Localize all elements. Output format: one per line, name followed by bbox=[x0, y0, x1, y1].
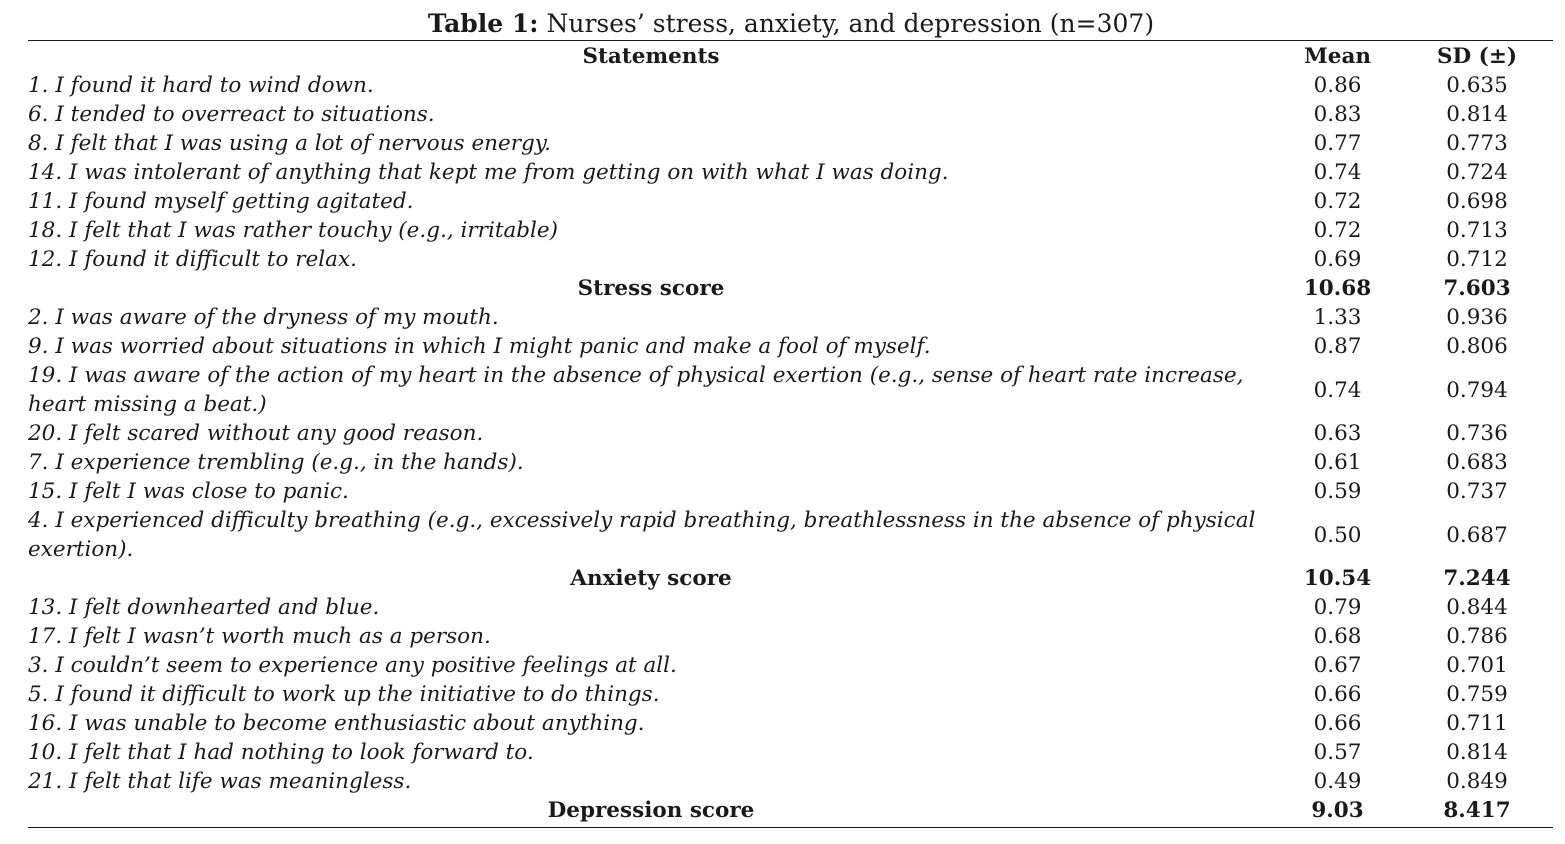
table-row bbox=[28, 419, 1553, 448]
mean-cell: 0.72 bbox=[1313, 189, 1362, 214]
table-row bbox=[28, 448, 1553, 477]
sd-cell: 0.687 bbox=[1446, 522, 1508, 548]
table-row bbox=[28, 506, 1553, 564]
mean-cell: 0.74 bbox=[1313, 160, 1362, 185]
mean-cell: 0.86 bbox=[1313, 73, 1362, 98]
statement-cell: 18. I felt that I was rather touchy (e.g., irritable) bbox=[28, 218, 559, 243]
table-body bbox=[28, 71, 1553, 825]
mean-cell: 10.54 bbox=[1303, 566, 1372, 591]
sd-cell: 0.844 bbox=[1446, 595, 1508, 620]
statement-cell: 1. I found it hard to wind down. bbox=[28, 73, 374, 98]
table-row bbox=[28, 158, 1553, 187]
table-row bbox=[28, 651, 1553, 680]
mean-cell: 0.59 bbox=[1313, 479, 1362, 504]
sd-cell: 0.806 bbox=[1446, 334, 1508, 359]
statement-cell: Stress score bbox=[577, 276, 725, 301]
table-row bbox=[28, 477, 1553, 506]
mean-cell: 9.03 bbox=[1311, 798, 1364, 823]
sd-cell: 0.635 bbox=[1446, 73, 1508, 98]
statement-cell: 5. I found it difficult to work up the initiative to do things. bbox=[28, 682, 660, 707]
table-caption bbox=[0, 6, 1565, 42]
table-bottom-rule bbox=[28, 827, 1553, 828]
sd-cell: 0.849 bbox=[1446, 769, 1508, 794]
statement-cell: Anxiety score bbox=[570, 566, 732, 591]
score-row bbox=[28, 564, 1553, 593]
sd-cell: 0.759 bbox=[1446, 682, 1508, 707]
table-row bbox=[28, 738, 1553, 767]
statement-cell: Depression score bbox=[547, 798, 755, 823]
statement-cell: 8. I felt that I was using a lot of nervous energy. bbox=[28, 131, 551, 156]
score-row bbox=[28, 796, 1553, 825]
statement-cell: 14. I was intolerant of anything that kept me from getting on with what I was doing. bbox=[28, 160, 949, 185]
mean-cell: 0.68 bbox=[1313, 624, 1362, 649]
mean-cell: 0.87 bbox=[1313, 334, 1362, 359]
table-row bbox=[28, 129, 1553, 158]
sd-cell: 0.683 bbox=[1446, 450, 1508, 475]
header-statements: Statements bbox=[582, 44, 720, 69]
sd-cell: 0.711 bbox=[1446, 711, 1508, 736]
sd-cell: 8.417 bbox=[1443, 798, 1511, 823]
header-mean: Mean bbox=[1303, 44, 1372, 69]
table-row bbox=[28, 100, 1553, 129]
statement-cell: 13. I felt downhearted and blue. bbox=[28, 595, 380, 620]
table-row bbox=[28, 332, 1553, 361]
mean-cell: 0.67 bbox=[1313, 653, 1362, 678]
sd-cell: 7.244 bbox=[1443, 566, 1511, 591]
table-top-rule bbox=[28, 40, 1553, 41]
mean-cell: 0.79 bbox=[1313, 595, 1362, 620]
mean-cell: 10.68 bbox=[1303, 276, 1372, 301]
table-caption-text: Nurses’ stress, anxiety, and depression (n=307) bbox=[538, 9, 1155, 38]
mean-cell: 0.50 bbox=[1313, 522, 1362, 548]
mean-cell: 0.72 bbox=[1313, 218, 1362, 243]
table-row bbox=[28, 709, 1553, 738]
sd-cell: 0.698 bbox=[1446, 189, 1508, 214]
table-row bbox=[28, 303, 1553, 332]
statement-cell: 12. I found it difficult to relax. bbox=[28, 247, 357, 272]
sd-cell: 0.786 bbox=[1446, 624, 1508, 649]
statement-cell: 7. I experience trembling (e.g., in the hands). bbox=[28, 450, 524, 475]
sd-cell: 0.814 bbox=[1446, 740, 1508, 765]
statement-cell: 15. I felt I was close to panic. bbox=[28, 479, 349, 504]
mean-cell: 0.66 bbox=[1313, 682, 1362, 707]
statement-cell: 16. I was unable to become enthusiastic about anything. bbox=[28, 711, 645, 736]
mean-cell: 0.57 bbox=[1313, 740, 1362, 765]
table-row bbox=[28, 361, 1553, 419]
mean-cell: 0.77 bbox=[1313, 131, 1362, 156]
table-row bbox=[28, 622, 1553, 651]
mean-cell: 0.49 bbox=[1313, 769, 1362, 794]
sd-cell: 0.713 bbox=[1446, 218, 1508, 243]
mean-cell: 0.63 bbox=[1313, 421, 1362, 446]
sd-cell: 7.603 bbox=[1443, 276, 1511, 301]
table-row bbox=[28, 680, 1553, 709]
sd-cell: 0.736 bbox=[1446, 421, 1508, 446]
sd-cell: 0.794 bbox=[1446, 377, 1508, 403]
sd-cell: 0.936 bbox=[1446, 305, 1508, 330]
table-caption-label: Table 1: bbox=[427, 9, 539, 38]
statement-cell: 20. I felt scared without any good reason. bbox=[28, 421, 484, 446]
score-row bbox=[28, 274, 1553, 303]
statement-cell: 3. I couldn’t seem to experience any positive feelings at all. bbox=[28, 653, 677, 678]
table-row bbox=[28, 593, 1553, 622]
header-sd: SD (±) bbox=[1436, 44, 1518, 69]
statement-cell: 19. I was aware of the action of my heart in the absence of physical exertion (e.g., sense of heart rate increase, heart missing a beat.) bbox=[28, 363, 1244, 417]
table-row bbox=[28, 245, 1553, 274]
sd-cell: 0.724 bbox=[1446, 160, 1508, 185]
statement-cell: 11. I found myself getting agitated. bbox=[28, 189, 414, 214]
sd-cell: 0.737 bbox=[1446, 479, 1508, 504]
table-row bbox=[28, 71, 1553, 100]
statement-cell: 9. I was worried about situations in which I might panic and make a fool of myself. bbox=[28, 334, 931, 359]
statement-cell: 2. I was aware of the dryness of my mouth. bbox=[28, 305, 499, 330]
table-row bbox=[28, 187, 1553, 216]
sd-cell: 0.712 bbox=[1446, 247, 1508, 272]
statement-cell: 4. I experienced difficulty breathing (e.g., excessively rapid breathing, breathlessness in the absence of physical exertion). bbox=[28, 508, 1256, 562]
mean-cell: 0.83 bbox=[1313, 102, 1362, 127]
statement-cell: 6. I tended to overreact to situations. bbox=[28, 102, 435, 127]
table-header-row bbox=[28, 42, 1553, 71]
table-row bbox=[28, 767, 1553, 796]
sd-cell: 0.701 bbox=[1446, 653, 1508, 678]
statement-cell: 21. I felt that life was meaningless. bbox=[28, 769, 412, 794]
sd-cell: 0.814 bbox=[1446, 102, 1508, 127]
mean-cell: 0.61 bbox=[1313, 450, 1362, 475]
mean-cell: 0.74 bbox=[1313, 377, 1362, 403]
mean-cell: 0.69 bbox=[1313, 247, 1362, 272]
mean-cell: 1.33 bbox=[1313, 305, 1362, 330]
sd-cell: 0.773 bbox=[1446, 131, 1508, 156]
stress-anxiety-depression-table bbox=[28, 42, 1553, 825]
statement-cell: 17. I felt I wasn’t worth much as a person. bbox=[28, 624, 491, 649]
statement-cell: 10. I felt that I had nothing to look forward to. bbox=[28, 740, 534, 765]
mean-cell: 0.66 bbox=[1313, 711, 1362, 736]
table-row bbox=[28, 216, 1553, 245]
